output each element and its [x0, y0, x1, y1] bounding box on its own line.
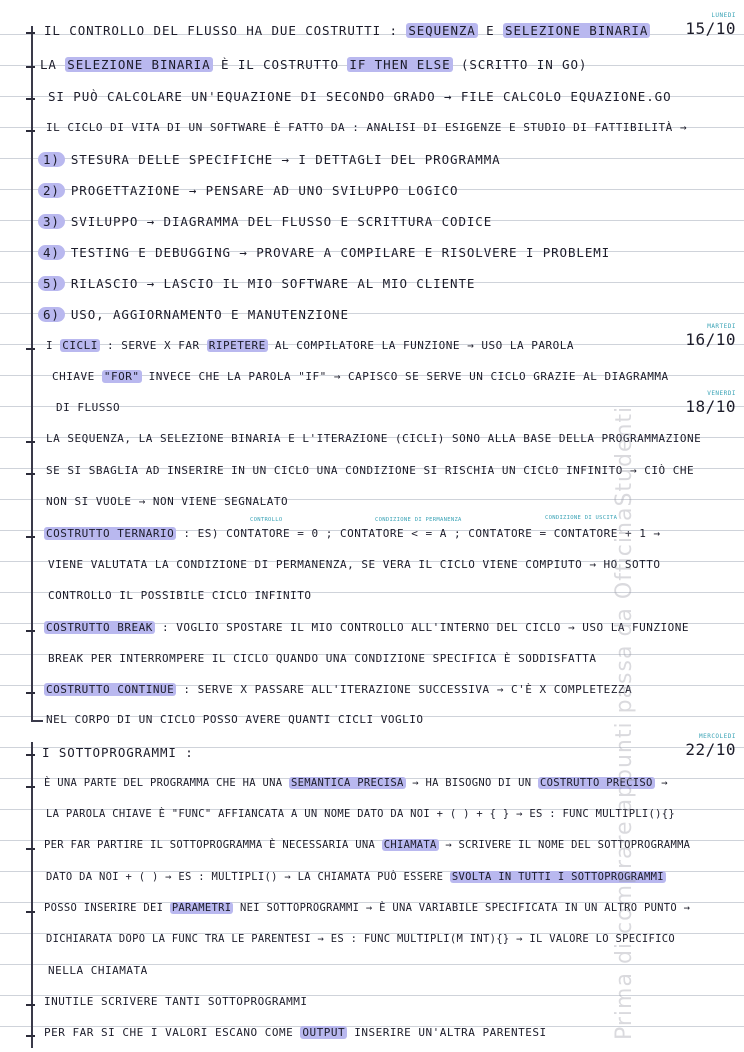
- note-text: LA PAROLA CHIAVE È "FUNC" AFFIANCATA A UN NOME DATO DA NOI + ( ) + { } → ES : FUNC MULTIPLI(){}: [46, 808, 676, 820]
- bullet-dash: [26, 786, 35, 788]
- note-line-semantica: [0, 772, 744, 803]
- bullet-dash: [26, 66, 35, 68]
- bullet-dash: [26, 473, 35, 475]
- date-1-label: LUNEDI: [711, 12, 736, 19]
- note-text: CONTROLLO IL POSSIBILE CICLO INFINITO: [48, 589, 312, 602]
- step-4: [0, 240, 744, 271]
- bullet-dash: [26, 1004, 35, 1006]
- note-line-valutata: [0, 553, 744, 584]
- note-line-3: [0, 84, 744, 115]
- bullet-dash: [26, 441, 35, 443]
- note-text: NELLA CHIAMATA: [48, 964, 148, 977]
- note-text: [44, 777, 668, 789]
- note-line-chiamata: [0, 834, 744, 865]
- note-line-inutile: [0, 990, 744, 1021]
- text-segment: : ES) CONTATORE = 0 ; CONTATORE < = A ; CONTATORE = CONTATORE + 1 →: [183, 527, 661, 540]
- note-line-4: [0, 116, 744, 147]
- date-2-label: MARTEDI: [707, 323, 736, 330]
- highlight-output: OUTPUT: [302, 1026, 346, 1039]
- note-text: [38, 245, 610, 260]
- note-text: [44, 902, 690, 914]
- note-text: [46, 871, 666, 883]
- note-line-controllo: [0, 584, 744, 615]
- note-line-dato: [0, 866, 744, 897]
- step-number: 3): [38, 214, 65, 229]
- section-title: I SOTTOPROGRAMMI :: [42, 745, 194, 760]
- note-line-nella-chiamata: [0, 959, 744, 990]
- text-segment: PER FAR PARTIRE IL SOTTOPROGRAMMA È NECESSARIA UNA: [44, 839, 376, 851]
- note-text: [46, 339, 574, 352]
- step-1: [0, 147, 744, 178]
- text-segment: LA: [40, 57, 57, 72]
- note-text: [38, 276, 475, 291]
- bullet-dash: [26, 536, 35, 538]
- annotation-permanenza: CONDIZIONE DI PERMANENZA: [375, 517, 462, 523]
- text-segment: → SCRIVERE IL NOME DEL SOTTOPROGRAMMA: [445, 839, 691, 851]
- step-text: TESTING E DEBUGGING → PROVARE A COMPILARE E RISOLVERE I PROBLEMI: [70, 245, 611, 260]
- highlight-costrutto-break: COSTRUTTO BREAK: [46, 621, 153, 634]
- text-segment: : SERVE X FAR: [107, 339, 200, 352]
- bullet-dash: [26, 32, 35, 34]
- step-text: SVILUPPO → DIAGRAMMA DEL FLUSSO E SCRITTURA CODICE: [70, 214, 493, 229]
- note-line-di-flusso: [0, 396, 744, 427]
- highlight-for: "FOR": [103, 370, 140, 383]
- bullet-dash: [26, 692, 35, 694]
- date-3-label: VENERDI: [707, 390, 736, 397]
- annotation-uscita: CONDIZIONE DI USCITA: [545, 515, 618, 521]
- note-text: [44, 621, 689, 634]
- bullet-dash: [26, 848, 35, 850]
- note-line-dichiarata: [0, 928, 744, 959]
- highlight-costrutto-preciso: COSTRUTTO PRECISO: [540, 777, 653, 789]
- note-line-2: [0, 52, 744, 83]
- note-line-continue: [0, 678, 744, 709]
- step-text: RILASCIO → LASCIO IL MIO SOFTWARE AL MIO CLIENTE: [70, 276, 476, 291]
- note-text: [44, 839, 690, 851]
- bullet-dash: [26, 754, 35, 756]
- step-number: 6): [38, 307, 65, 322]
- text-segment: È UNA PARTE DEL PROGRAMMA CHE HA UNA: [44, 777, 283, 789]
- text-segment: DATO DA NOI + ( ) → ES : MULTIPLI() → LA CHIAMATA PUÒ ESSERE: [46, 871, 444, 883]
- text-segment: : VOGLIO SPOSTARE IL MIO CONTROLLO ALL'INTERNO DEL CICLO → USO LA FUNZIONE: [161, 621, 690, 634]
- highlight-ripetere: RIPETERE: [208, 339, 266, 352]
- step-number: 1): [38, 152, 65, 167]
- note-text: [44, 1026, 547, 1039]
- note-text: BREAK PER INTERROMPERE IL CICLO QUANDO UNA CONDIZIONE SPECIFICA È SODDISFATTA: [48, 652, 597, 665]
- note-text: [44, 23, 650, 38]
- date-4-value: 22/10: [685, 740, 736, 759]
- highlight-cicli: CICLI: [62, 339, 98, 352]
- bullet-dash: [26, 348, 35, 350]
- note-text: [38, 152, 501, 167]
- text-segment: È IL COSTRUTTO: [220, 57, 339, 72]
- date-4-label: MERCOLEDI: [698, 733, 736, 740]
- text-segment: PER FAR SI CHE I VALORI ESCANO COME: [44, 1026, 294, 1039]
- note-line-corpo: [0, 708, 744, 739]
- highlight-costrutto-continue: COSTRUTTO CONTINUE: [46, 683, 175, 696]
- bullet-dash: [26, 1035, 35, 1037]
- note-line-break: [0, 616, 744, 647]
- text-segment: INSERIRE UN'ALTRA PARENTESI: [354, 1026, 547, 1039]
- highlight-sequenza: SEQUENZA: [408, 23, 476, 38]
- step-5: [0, 271, 744, 302]
- highlight-if-then-else: IF THEN ELSE: [349, 57, 451, 72]
- note-line-output: [0, 1021, 744, 1052]
- note-line-sequenza: [0, 427, 744, 458]
- note-text: SE SI SBAGLIA AD INSERIRE IN UN CICLO UNA CONDIZIONE SI RISCHIA UN CICLO INFINITO → CIÒ CHE: [46, 464, 695, 477]
- note-text: NON SI VUOLE → NON VIENE SEGNALATO: [46, 495, 289, 508]
- step-number: 2): [38, 183, 65, 198]
- text-segment: I: [46, 339, 54, 352]
- date-3-value: 18/10: [685, 397, 736, 416]
- note-text: [38, 307, 349, 322]
- highlight-parametri: PARAMETRI: [171, 902, 232, 914]
- text-segment: : SERVE X PASSARE ALL'ITERAZIONE SUCCESSIVA → C'È X COMPLETEZZA: [183, 683, 633, 696]
- step-number: 4): [38, 245, 65, 260]
- note-line-func: [0, 803, 744, 834]
- highlight-selezione-binaria: SELEZIONE BINARIA: [67, 57, 211, 72]
- note-text: [44, 527, 661, 540]
- bullet-dash: [26, 630, 35, 632]
- note-text: DICHIARATA DOPO LA FUNC TRA LE PARENTESI → ES : FUNC MULTIPLI(M INT){} → IL VALORE LO SPECIFICO: [46, 933, 676, 945]
- note-text: [44, 683, 632, 696]
- text-segment: E: [486, 23, 495, 38]
- text-segment: INVECE CHE LA PAROLA "IF" → CAPISCO SE SERVE UN CICLO GRAZIE AL DIAGRAMMA: [148, 370, 669, 383]
- note-text: [52, 370, 669, 383]
- bullet-dash: [26, 98, 35, 100]
- step-text: USO, AGGIORNAMENTO E MANUTENZIONE: [70, 307, 349, 322]
- note-line-break-2: [0, 647, 744, 678]
- text-segment: IL CONTROLLO DEL FLUSSO HA DUE COSTRUTTI :: [44, 23, 398, 38]
- step-2: [0, 178, 744, 209]
- date-1-value: 15/10: [685, 19, 736, 38]
- highlight-costrutto-ternario: COSTRUTTO TERNARIO: [46, 527, 175, 540]
- note-text: SI PUÒ CALCOLARE UN'EQUAZIONE DI SECONDO GRADO → FILE CALCOLO EQUAZIONE.GO: [48, 89, 672, 104]
- step-6: [0, 302, 744, 333]
- step-number: 5): [38, 276, 65, 291]
- note-text: VIENE VALUTATA LA CONDIZIONE DI PERMANENZA, SE VERA IL CICLO VIENE COMPIUTO → HO SOTTO: [48, 558, 661, 571]
- text-segment: → HA BISOGNO DI UN: [412, 777, 532, 789]
- note-line-non-si-vuole: [0, 490, 744, 521]
- note-text: LA SEQUENZA, LA SELEZIONE BINARIA E L'ITERAZIONE (CICLI) SONO ALLA BASE DELLA PROGRAMMAZIONE: [46, 432, 702, 445]
- bullet-dash: [26, 911, 35, 913]
- note-line-chiave: [0, 365, 744, 396]
- date-2-value: 16/10: [685, 330, 736, 349]
- highlight-svolta: SVOLTA IN TUTTI I SOTTOPROGRAMMI: [451, 871, 664, 883]
- text-segment: →: [661, 777, 668, 789]
- note-text: NEL CORPO DI UN CICLO POSSO AVERE QUANTI CICLI VOGLIO: [46, 713, 424, 726]
- step-text: STESURA DELLE SPECIFICHE → I DETTAGLI DEL PROGRAMMA: [70, 152, 501, 167]
- text-segment: NEI SOTTOPROGRAMMI → È UNA VARIABILE SPECIFICATA IN UN ALTRO PUNTO →: [240, 902, 691, 914]
- note-line-ternario: [0, 522, 744, 553]
- watermark: Prima di comprare appunti passa da OfficinaStudenti: [612, 405, 637, 1040]
- step-3: [0, 209, 744, 240]
- highlight-selezione-binaria: SELEZIONE BINARIA: [505, 23, 649, 38]
- annotation-controllo: CONTROLLO: [250, 517, 283, 523]
- note-text: [38, 214, 492, 229]
- note-line-sottoprogrammi: [0, 740, 744, 771]
- note-text: [40, 57, 587, 72]
- note-line-sbaglia: [0, 459, 744, 490]
- note-line-cicli: [0, 334, 744, 365]
- text-segment: (SCRITTO IN GO): [460, 57, 588, 72]
- note-text: DI FLUSSO: [56, 401, 121, 414]
- highlight-semantica-precisa: SEMANTICA PRECISA: [291, 777, 404, 789]
- text-segment: POSSO INSERIRE DEI: [44, 902, 164, 914]
- note-line-1: [0, 18, 744, 49]
- step-text: PROGETTAZIONE → PENSARE AD UNO SVILUPPO LOGICO: [70, 183, 459, 198]
- note-text: [38, 183, 458, 198]
- note-line-parametri: [0, 897, 744, 928]
- text-segment: AL COMPILATORE LA FUNZIONE → USO LA PAROLA: [274, 339, 574, 352]
- text-segment: CHIAVE: [52, 370, 95, 383]
- highlight-chiamata: CHIAMATA: [383, 839, 437, 851]
- note-text: INUTILE SCRIVERE TANTI SOTTOPROGRAMMI: [44, 995, 308, 1008]
- bullet-dash: [26, 130, 35, 132]
- note-text: IL CICLO DI VITA DI UN SOFTWARE È FATTO DA : ANALISI DI ESIGENZE E STUDIO DI FATTIBILITÀ →: [46, 121, 688, 134]
